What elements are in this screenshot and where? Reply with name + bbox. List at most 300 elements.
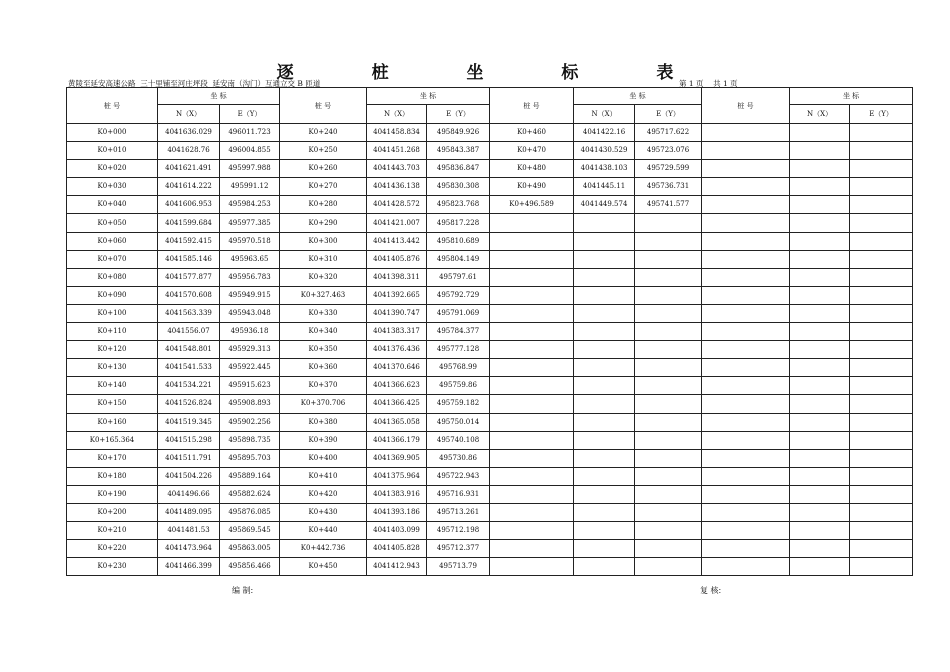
n-cell — [574, 341, 635, 359]
n-cell: 4041370.646 — [367, 359, 427, 377]
n-cell: 4041511.791 — [158, 449, 220, 467]
e-cell — [850, 503, 913, 521]
n-cell: 4041548.801 — [158, 341, 220, 359]
e-cell: 495895.703 — [220, 449, 280, 467]
e-cell — [850, 323, 913, 341]
e-cell — [850, 124, 913, 142]
n-cell — [574, 449, 635, 467]
e-cell: 495713.79 — [427, 558, 490, 576]
n-cell — [574, 250, 635, 268]
n-cell — [574, 304, 635, 322]
n-cell: 4041413.442 — [367, 232, 427, 250]
e-cell: 495730.86 — [427, 449, 490, 467]
e-cell — [850, 142, 913, 160]
stake-cell: K0+470 — [490, 142, 574, 160]
n-cell — [574, 286, 635, 304]
table-row — [67, 395, 913, 413]
stake-cell: K0+110 — [67, 323, 158, 341]
n-cell: 4041515.298 — [158, 431, 220, 449]
compiled-by-label: 编 制: — [232, 586, 254, 595]
stake-cell — [702, 214, 790, 232]
stake-cell — [490, 540, 574, 558]
n-cell — [574, 503, 635, 521]
stake-cell: K0+290 — [280, 214, 367, 232]
stake-cell — [702, 124, 790, 142]
stake-cell — [702, 503, 790, 521]
n-cell: 4041421.007 — [367, 214, 427, 232]
e-cell — [850, 341, 913, 359]
stake-cell: K0+360 — [280, 359, 367, 377]
e-cell: 495856.466 — [220, 558, 280, 576]
e-header: E（Y） — [220, 105, 280, 124]
n-cell — [790, 449, 850, 467]
e-cell — [850, 268, 913, 286]
e-cell — [850, 485, 913, 503]
e-cell: 495908.893 — [220, 395, 280, 413]
n-cell — [574, 359, 635, 377]
e-cell: 495777.128 — [427, 341, 490, 359]
e-cell: 495869.545 — [220, 522, 280, 540]
n-cell: 4041365.058 — [367, 413, 427, 431]
e-cell — [850, 522, 913, 540]
stake-cell: K0+496.589 — [490, 196, 574, 214]
n-cell — [790, 232, 850, 250]
e-cell: 495740.108 — [427, 431, 490, 449]
table-row — [67, 232, 913, 250]
n-cell: 4041438.103 — [574, 160, 635, 178]
n-cell — [574, 268, 635, 286]
stake-cell: K0+320 — [280, 268, 367, 286]
n-cell: 4041369.905 — [367, 449, 427, 467]
n-cell: 4041592.415 — [158, 232, 220, 250]
stake-cell — [490, 431, 574, 449]
e-cell — [635, 522, 702, 540]
n-cell — [574, 377, 635, 395]
stake-cell — [702, 304, 790, 322]
stake-cell — [702, 323, 790, 341]
stake-cell: K0+220 — [67, 540, 158, 558]
table-row — [67, 467, 913, 485]
header-row-1 — [67, 88, 913, 105]
e-cell: 495882.624 — [220, 485, 280, 503]
stake-cell: K0+000 — [67, 124, 158, 142]
n-cell: 4041393.186 — [367, 503, 427, 521]
stake-cell: K0+260 — [280, 160, 367, 178]
e-cell: 495741.577 — [635, 196, 702, 214]
n-cell — [574, 323, 635, 341]
n-cell — [790, 286, 850, 304]
stake-cell — [702, 449, 790, 467]
n-header: N（X） — [574, 105, 635, 124]
stake-cell: K0+190 — [67, 485, 158, 503]
e-cell: 495902.256 — [220, 413, 280, 431]
stake-cell — [490, 413, 574, 431]
table-row — [67, 503, 913, 521]
n-cell: 4041563.339 — [158, 304, 220, 322]
e-cell — [635, 250, 702, 268]
n-cell — [790, 540, 850, 558]
e-cell — [850, 232, 913, 250]
stake-cell — [702, 232, 790, 250]
n-cell — [574, 467, 635, 485]
n-cell: 4041430.529 — [574, 142, 635, 160]
e-cell — [635, 395, 702, 413]
e-cell: 495963.65 — [220, 250, 280, 268]
stake-cell: K0+120 — [67, 341, 158, 359]
table-row — [67, 286, 913, 304]
n-cell — [574, 522, 635, 540]
coord-header: 坐 标 — [158, 88, 280, 105]
e-cell: 495929.313 — [220, 341, 280, 359]
n-cell — [574, 431, 635, 449]
e-cell: 495849.926 — [427, 124, 490, 142]
stake-cell — [702, 250, 790, 268]
n-cell: 4041398.311 — [367, 268, 427, 286]
n-header: N（X） — [790, 105, 850, 124]
page-info: 第 1 页 共 1 页 — [679, 79, 738, 88]
e-cell — [635, 341, 702, 359]
n-cell: 4041451.268 — [367, 142, 427, 160]
stake-cell: K0+200 — [67, 503, 158, 521]
stake-cell — [490, 395, 574, 413]
stake-cell: K0+430 — [280, 503, 367, 521]
e-cell — [850, 286, 913, 304]
e-cell — [635, 540, 702, 558]
n-cell: 4041449.574 — [574, 196, 635, 214]
e-cell: 495784.377 — [427, 323, 490, 341]
stake-cell: K0+080 — [67, 268, 158, 286]
e-cell: 495889.164 — [220, 467, 280, 485]
stake-cell — [702, 467, 790, 485]
n-cell: 4041473.964 — [158, 540, 220, 558]
n-cell: 4041496.66 — [158, 485, 220, 503]
stake-cell: K0+165.364 — [67, 431, 158, 449]
n-cell: 4041628.76 — [158, 142, 220, 160]
table-row — [67, 449, 913, 467]
n-cell — [790, 124, 850, 142]
stake-cell: K0+350 — [280, 341, 367, 359]
n-cell — [790, 196, 850, 214]
table-row — [67, 431, 913, 449]
n-cell: 4041445.11 — [574, 178, 635, 196]
stake-cell: K0+390 — [280, 431, 367, 449]
e-cell — [850, 377, 913, 395]
e-cell — [635, 449, 702, 467]
stake-cell — [702, 178, 790, 196]
e-cell: 495717.622 — [635, 124, 702, 142]
stake-cell: K0+300 — [280, 232, 367, 250]
stake-cell: K0+310 — [280, 250, 367, 268]
stake-header: 桩 号 — [490, 88, 574, 124]
table-row — [67, 196, 913, 214]
e-cell: 495863.005 — [220, 540, 280, 558]
e-cell: 495750.014 — [427, 413, 490, 431]
e-cell — [635, 323, 702, 341]
e-cell: 495823.768 — [427, 196, 490, 214]
n-cell — [790, 359, 850, 377]
stake-cell: K0+330 — [280, 304, 367, 322]
e-cell: 495768.99 — [427, 359, 490, 377]
stake-cell — [702, 196, 790, 214]
table-row — [67, 558, 913, 576]
e-cell — [850, 449, 913, 467]
n-cell — [790, 522, 850, 540]
n-cell: 4041504.226 — [158, 467, 220, 485]
page-title: 逐 桩 坐 标 表 — [276, 63, 710, 83]
e-cell — [850, 413, 913, 431]
n-cell: 4041481.53 — [158, 522, 220, 540]
n-cell: 4041405.828 — [367, 540, 427, 558]
n-cell — [574, 558, 635, 576]
stake-cell: K0+040 — [67, 196, 158, 214]
e-cell: 496011.723 — [220, 124, 280, 142]
n-cell — [790, 250, 850, 268]
n-cell: 4041577.877 — [158, 268, 220, 286]
n-cell — [790, 413, 850, 431]
stake-cell — [490, 323, 574, 341]
stake-cell: K0+090 — [67, 286, 158, 304]
e-cell: 495729.599 — [635, 160, 702, 178]
e-cell: 495836.847 — [427, 160, 490, 178]
n-cell — [790, 395, 850, 413]
e-cell — [635, 214, 702, 232]
n-cell: 4041390.747 — [367, 304, 427, 322]
e-cell: 495830.308 — [427, 178, 490, 196]
stake-cell — [490, 522, 574, 540]
stake-cell: K0+450 — [280, 558, 367, 576]
e-cell: 495876.085 — [220, 503, 280, 521]
coordinate-table — [66, 87, 913, 576]
n-cell — [790, 341, 850, 359]
stake-cell: K0+327.463 — [280, 286, 367, 304]
n-cell: 4041422.16 — [574, 124, 635, 142]
coord-header: 坐 标 — [367, 88, 490, 105]
stake-cell: K0+240 — [280, 124, 367, 142]
stake-cell — [490, 268, 574, 286]
e-cell — [635, 304, 702, 322]
n-cell — [574, 485, 635, 503]
table-row — [67, 142, 913, 160]
stake-cell: K0+010 — [67, 142, 158, 160]
e-cell: 495984.253 — [220, 196, 280, 214]
table-body — [67, 124, 913, 576]
n-cell: 4041556.07 — [158, 323, 220, 341]
n-cell — [790, 431, 850, 449]
e-cell: 495936.18 — [220, 323, 280, 341]
stake-cell: K0+280 — [280, 196, 367, 214]
n-cell: 4041366.425 — [367, 395, 427, 413]
table-row — [67, 304, 913, 322]
n-cell: 4041519.345 — [158, 413, 220, 431]
table-row — [67, 268, 913, 286]
e-cell: 495759.86 — [427, 377, 490, 395]
table-row — [67, 540, 913, 558]
n-cell: 4041392.665 — [367, 286, 427, 304]
e-cell: 495804.149 — [427, 250, 490, 268]
stake-cell — [702, 142, 790, 160]
stake-cell: K0+150 — [67, 395, 158, 413]
stake-cell — [490, 467, 574, 485]
stake-cell: K0+270 — [280, 178, 367, 196]
e-cell: 495792.729 — [427, 286, 490, 304]
table-row — [67, 341, 913, 359]
e-cell — [635, 467, 702, 485]
n-cell: 4041466.399 — [158, 558, 220, 576]
n-cell: 4041443.703 — [367, 160, 427, 178]
stake-cell — [490, 359, 574, 377]
n-cell: 4041585.146 — [158, 250, 220, 268]
stake-cell — [702, 268, 790, 286]
n-cell — [790, 377, 850, 395]
n-cell — [574, 413, 635, 431]
stake-header: 桩 号 — [67, 88, 158, 124]
n-cell — [790, 467, 850, 485]
stake-cell: K0+410 — [280, 467, 367, 485]
e-header: E（Y） — [635, 105, 702, 124]
e-cell: 496004.855 — [220, 142, 280, 160]
e-cell: 495843.387 — [427, 142, 490, 160]
e-cell: 495898.735 — [220, 431, 280, 449]
n-cell — [790, 178, 850, 196]
stake-cell: K0+060 — [67, 232, 158, 250]
project-subtitle: 黄陵至延安高速公路 三十里铺至河庄坪段 延安南（沟门）互通立交 B 匝道 — [68, 79, 321, 88]
stake-cell — [702, 395, 790, 413]
table-row — [67, 178, 913, 196]
table-row — [67, 214, 913, 232]
e-cell — [850, 178, 913, 196]
e-cell: 495713.261 — [427, 503, 490, 521]
reviewed-by-label: 复 核: — [700, 586, 722, 595]
n-cell — [790, 558, 850, 576]
stake-cell: K0+210 — [67, 522, 158, 540]
e-cell — [635, 268, 702, 286]
n-cell — [790, 160, 850, 178]
stake-cell — [490, 214, 574, 232]
stake-cell — [490, 286, 574, 304]
e-cell — [850, 467, 913, 485]
stake-cell: K0+490 — [490, 178, 574, 196]
table-row — [67, 377, 913, 395]
e-cell — [635, 377, 702, 395]
e-cell — [850, 160, 913, 178]
e-cell: 495810.689 — [427, 232, 490, 250]
e-header: E（Y） — [427, 105, 490, 124]
coord-header: 坐 标 — [790, 88, 913, 105]
stake-cell: K0+180 — [67, 467, 158, 485]
stake-cell — [490, 377, 574, 395]
e-cell: 495997.988 — [220, 160, 280, 178]
stake-cell: K0+442.736 — [280, 540, 367, 558]
table-row — [67, 323, 913, 341]
n-cell — [790, 214, 850, 232]
stake-cell — [702, 558, 790, 576]
n-cell: 4041366.623 — [367, 377, 427, 395]
table-row — [67, 522, 913, 540]
e-cell — [635, 485, 702, 503]
n-cell: 4041405.876 — [367, 250, 427, 268]
coord-header: 坐 标 — [574, 88, 702, 105]
stake-cell — [702, 413, 790, 431]
e-cell: 495956.783 — [220, 268, 280, 286]
e-cell: 495949.915 — [220, 286, 280, 304]
n-cell: 4041458.834 — [367, 124, 427, 142]
e-cell: 495759.182 — [427, 395, 490, 413]
stake-cell — [702, 286, 790, 304]
stake-cell: K0+400 — [280, 449, 367, 467]
stake-header: 桩 号 — [280, 88, 367, 124]
stake-cell — [702, 431, 790, 449]
n-cell — [790, 485, 850, 503]
e-cell — [635, 413, 702, 431]
e-cell — [635, 503, 702, 521]
table-row — [67, 485, 913, 503]
n-cell: 4041403.099 — [367, 522, 427, 540]
e-header: E（Y） — [850, 105, 913, 124]
e-cell — [635, 232, 702, 250]
stake-cell: K0+030 — [67, 178, 158, 196]
stake-cell — [702, 341, 790, 359]
stake-cell: K0+460 — [490, 124, 574, 142]
n-cell — [574, 395, 635, 413]
e-cell: 495797.61 — [427, 268, 490, 286]
table-row — [67, 160, 913, 178]
stake-cell — [490, 449, 574, 467]
stake-cell: K0+070 — [67, 250, 158, 268]
e-cell: 495915.623 — [220, 377, 280, 395]
table-row — [67, 359, 913, 377]
stake-cell — [702, 522, 790, 540]
e-cell — [850, 359, 913, 377]
n-cell: 4041489.095 — [158, 503, 220, 521]
stake-cell: K0+140 — [67, 377, 158, 395]
n-cell: 4041636.029 — [158, 124, 220, 142]
e-cell — [635, 558, 702, 576]
stake-cell: K0+370 — [280, 377, 367, 395]
n-cell — [790, 142, 850, 160]
n-cell: 4041614.222 — [158, 178, 220, 196]
n-header: N（X） — [158, 105, 220, 124]
e-cell — [850, 304, 913, 322]
e-cell — [850, 540, 913, 558]
n-cell: 4041541.533 — [158, 359, 220, 377]
stake-cell — [702, 485, 790, 503]
stake-cell: K0+420 — [280, 485, 367, 503]
stake-cell — [702, 359, 790, 377]
e-cell: 495922.445 — [220, 359, 280, 377]
n-cell — [790, 503, 850, 521]
e-cell: 495791.069 — [427, 304, 490, 322]
n-cell: 4041599.684 — [158, 214, 220, 232]
stake-cell — [490, 341, 574, 359]
n-cell: 4041606.953 — [158, 196, 220, 214]
e-cell: 495712.377 — [427, 540, 490, 558]
n-cell: 4041436.138 — [367, 178, 427, 196]
n-cell: 4041383.916 — [367, 485, 427, 503]
stake-cell: K0+480 — [490, 160, 574, 178]
e-cell: 495991.12 — [220, 178, 280, 196]
n-header: N（X） — [367, 105, 427, 124]
table-row — [67, 124, 913, 142]
stake-cell: K0+130 — [67, 359, 158, 377]
stake-cell — [490, 304, 574, 322]
n-cell: 4041376.436 — [367, 341, 427, 359]
e-cell — [850, 431, 913, 449]
stake-cell: K0+100 — [67, 304, 158, 322]
e-cell — [850, 196, 913, 214]
stake-cell: K0+230 — [67, 558, 158, 576]
stake-cell: K0+370.706 — [280, 395, 367, 413]
e-cell — [850, 214, 913, 232]
